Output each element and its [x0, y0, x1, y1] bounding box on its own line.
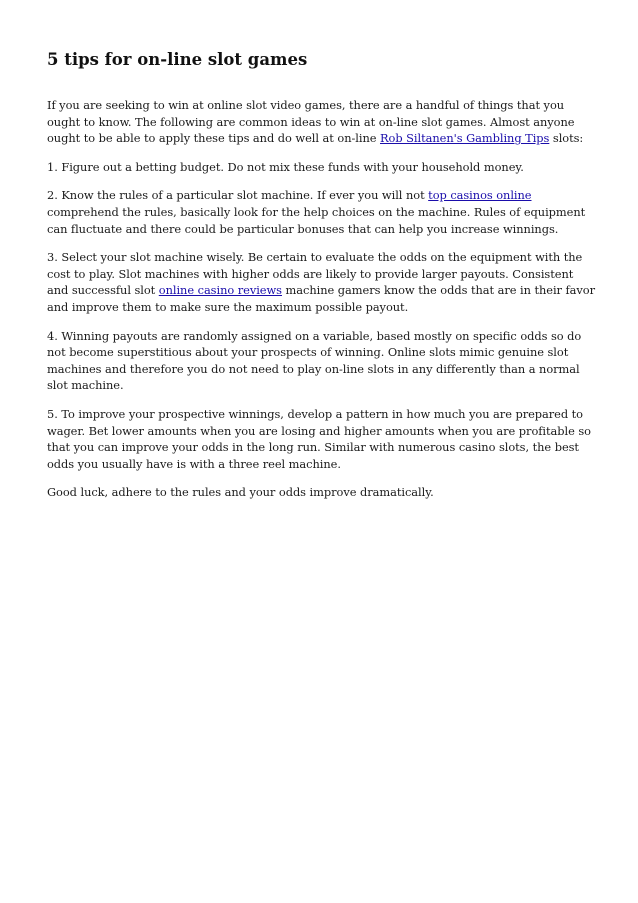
page-title: 5 tips for on-line slot games — [47, 50, 308, 69]
tip-2-paragraph — [47, 187, 597, 237]
intro-text-before: If you are seeking to win at online slot video games, there are a handful of things that you ought to know. The following are common ideas to win at on-line slot games. Almost anyone ought to be able to apply these tips and do well at on-line — [47, 98, 575, 146]
tip-3-text-before: 3. Select your slot machine wisely. Be certain to evaluate the odds on the equipment with the cost to play. Slot machines with higher odds are likely to provide larger payouts. Consistent and successful slot — [47, 250, 583, 298]
document-page — [47, 48, 597, 513]
tip-3-text-after: machine gamers know the odds that are in their favor and improve them to make sure the maximum possible payout. — [47, 283, 595, 314]
tip-4-paragraph: 4. Winning payouts are randomly assigned on a variable, based mostly on specific odds so do not become superstitious about your prospects of winning. Online slots mimic genuine slot machines and therefore you do not need to play on-line slots in any differently than a normal slot machine. — [47, 328, 582, 393]
gambling-tips-link[interactable]: Rob Siltanen's Gambling Tips — [380, 131, 550, 146]
closing-paragraph: Good luck, adhere to the rules and your odds improve dramatically. — [47, 485, 434, 500]
tip-2-text-before: 2. Know the rules of a particular slot machine. If ever you will not — [47, 188, 429, 203]
online-casino-reviews-link[interactable]: online casino reviews — [158, 283, 282, 298]
tip-5-paragraph: 5. To improve your prospective winnings, develop a pattern in how much you are prepared to wager. Bet lower amounts when you are losing and higher amounts when you are profitable so that you can improve your odds in the long run. Similar with numerous casino slots, the best odds you usually have is with a three reel machine. — [47, 406, 591, 471]
tip-2-text-after: comprehend the rules, basically look for the help choices on the machine. Rules of equipment can fluctuate and there could be particular bonuses that can help you increase winnings. — [47, 204, 586, 236]
tip-1-paragraph: 1. Figure out a betting budget. Do not mix these funds with your household money. — [47, 159, 524, 174]
top-casinos-online-link[interactable]: top casinos online — [428, 188, 532, 203]
tip-3-paragraph — [47, 249, 597, 315]
intro-text-after: slots: — [549, 131, 584, 146]
intro-paragraph — [47, 97, 597, 147]
